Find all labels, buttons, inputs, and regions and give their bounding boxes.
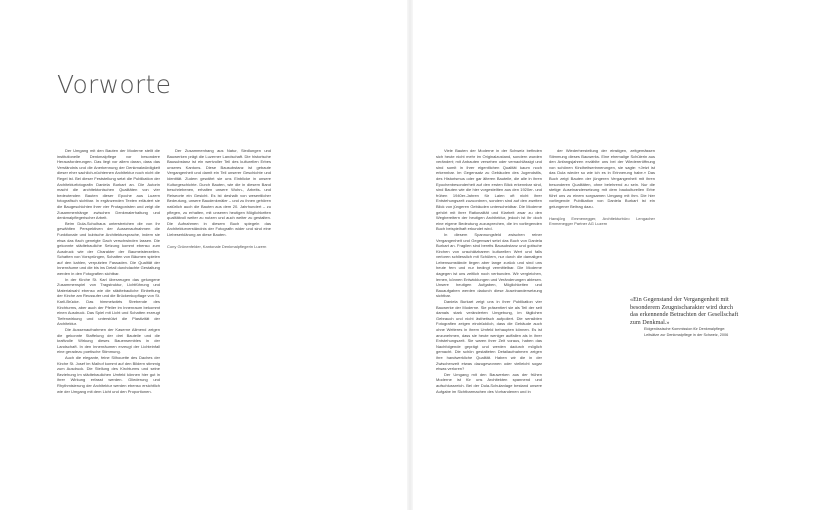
paragraph: Viele Bauten der Moderne in der Schweiz befinden sich heute nicht mehr im Originalzustand, sondern wurden verändert; mit Anbauten versehen oder vernachlässigt und sind somit in ihrer eigentlichen Qualität kaum noch erkennbar. Im Gegensatz zu Gebäuden des Jugendstils, des Historismus oder gar älteren Bauteile, die alle in ihren Epochenbesonderheit auf den ersten Blick erkennbar sind, sind Bauten wie die hier vorgestellten aus den 1920er- und frühen 1940er-Jahren für Laien oft nicht ihrer Entstehungszeit zuzuordnen, sondern sind auf den zweiten Blick von jüngeren Gebäuden unterscheidbar. Die Moderne gehört mit ihrer Rationalität und Klarheit zwar zu den Wegbereitern der heutigen Architektur, jedoch ist ihr doch eine eigene Bedeutung zuzusprechen, die im vorliegenden Buch beispielhaft erkundet wird. <box>436 148 542 232</box>
quote-source-line: Leitsätze zur Denkmalpflege in der Schweiz, 2006 <box>644 332 729 337</box>
paragraph: In der Kirche St. Karl überzeugen das gelungene Zusammenspiel von Tragstruktur, Lichtführung und Materialwahl ebenso wie die städtebauliche Einbettung der Kirche am Reussufer und die Brückenkopflage von St. Karli-Brücke. Das himmelwärts Strebende des Kirchturms, aber auch der Pfeiler im Innenraum bekommt einen Ausdruck. Das Spiel mit Licht und Schatten erzeugt Tiefenwirkung und unterstützt die Plastizität der Architektur. <box>57 276 160 327</box>
paragraph: Der Umgang mit den Bauten der Moderne stellt die institutionelle Denkmalpflege vor besondere Herausforderungen. Das liegt vor allem daran, dass das Verständnis und die Anerkennung der Denkmalwürdigkeit dieser eher sachlich-nüchternen Architektur noch nicht die Regel ist. Bei dieser Feststellung setzt die Publikation der Architekturfotografin Daniela Burkart an. Die Autorin macht die architektonischen Qualitäten von vier bedeutenden Bauten dieser Epoche aus Luzern fotografisch sichtbar. In ergänzenden Texten erläutert sie die Baugeschichten ihrer vier Protagonisten und zeigt die Zusammenhänge zwischen Denkmalerhaltung und denkmalpflegerischer Arbeit. <box>57 148 160 221</box>
author-signature: Hansjörg Emmenegger, Architekturbüro Lengacher Emmenegger Partner AG Luzern <box>549 215 655 227</box>
foreword-column-4 <box>549 148 655 227</box>
page-title: Vorworte <box>57 70 172 99</box>
book-gutter <box>407 0 413 510</box>
paragraph: In diesem Spannungsfeld zwischen reiner Vergangenheit und Gegenwart setzt das Buch von Daniela Burkart an. Fragilen sind bereits Bausubstanz und gotische Kirchen von unschätzbarem kulturellen Wert und falls verloren schliesslich mit Schülern, nur durch die damaligen Lebensumstände liegen aber lange zurück und sind uns heute fern und nur bedingt vermittelbar. Die Moderne dagegen ist uns zeitlich noch verbunden. Wir vergleichen, lernen, können Entwicklungen und Veränderungen ablesen. Unsere heutigen Aufgaben, Möglichkeiten und Bauaufgaben werden dadurch diese Auseinandersetzung sichtbar. <box>436 231 542 299</box>
foreword-column-3 <box>436 148 542 394</box>
quote-source-line: Eidgenössische Kommission für Denkmalpflege: <box>644 327 726 331</box>
paragraph: der Wiederherstellung der einstigen, zeitgemässen Stimmung dieses Bauwerks. Eine ehemalige Schülerin aus den Anfangsjahren erzählte uns bei der Wiedereröffnung von schönen Kindheitserinnerungen, sie sagte: «Jetzt ist das Dula wieder so wie ich es in Erinnerung habe.» Das Buch zeigt Bauten der jüngeren Vergangenheit mit ihren besonderen Qualitäten, ohne belehrend zu sein. Nur die stetige Auseinandersetzung mit dem baukulturellen Erbe führt uns zu einem sorgsamen Umgang mit ihm. Die hier vorliegende Publikation von Daniela Burkart ist ein gelungener Beitrag dazu. <box>549 148 655 209</box>
quote-source <box>644 327 744 338</box>
foreword-column-1 <box>57 148 160 394</box>
pull-quote: «Ein Gegenstand der Vergangenheit mit besonderem Zeugnischarakter wird durch das erkennende Betrachten der Gesellschaft zum Denkmal.» <box>630 296 739 326</box>
paragraph: Beim Dula-Schulhaus unterstreichen die von ihr gewählten Perspektiven der Aussenaufnahmen die Funktionale und kubische Architektursprache, indem sie etwa das flach geneigte Dach verschwinden lassen. Die gekonnte städtebauliche Setzung kommt ebenso zum Ausdruck wie der Charakter der Baumeisterzeilen. Schatten von Vorsprüngen, Schatten von Bäumen spielen auf den kahlen, verputzten Fassaden. Die Qualität der Innenräume und die bis ins Detail durchdachte Gestaltung werden in den Fotografien sichtbar. <box>57 220 160 277</box>
paragraph: Der Umgang mit den Bauwerken aus der frühen Moderne ist für uns Architekten spannend und aufschlussreich. Bei der Dula-Schulanlage bestand unsere Aufgabe im Sichtbarmachen des Vorhandenen und in <box>436 371 542 394</box>
author-signature: Cony Grünenfelder, Kantonale Denkmalpflegerin Luzern <box>167 243 267 249</box>
paragraph: Auch die elegante, feine Silhouette des Daches der Kirche St. Josef im Maihof kommt auf den Bildern stimmig zum Ausdruck. Die Stellung des Kirchturms und seine Beziehung im städtebaulichen Umfeld können hier gut in ihrer Wirkung erfasst werden. Gliederung und Rhythmisierung der Architektur werden ebenso ersichtlich wie der Umgang mit dem Licht und den Proportionen. <box>57 354 160 394</box>
paragraph: Daniela Burkart zeigt uns in ihrer Publikation vier Bauwerke der Moderne. Sie präsentiert sie als Teil der seit damals stark veränderten Umgebung, im täglichen Gebrauch und nicht ästhetisch aufpoliert. Die sensiblen Fotografien zeigen eindrücklich, dass die Gebäude auch ohne Weiteres in ihrem Umfeld behaupten können. Es ist anzunehmen, dass sie heute weniger auffallen als in ihrer Entstehungszeit. Sie waren ihrer Zeit voraus, haben das Nachfolgende geprägt und werden dadurch möglich gemacht. Die schön gestalteten Detailaufnahmen zeigen ihre handwerkliche Qualität. Haben wir die in der Zwischenzeit etwas dazugewonnen oder vielleicht sogar etwas verloren? <box>436 299 542 372</box>
paragraph: Der Zusammenhang aus Natur, Siedlungen und Bauwerken prägt die Luzerner Landschaft. Die historische Bausubstanz ist ein wertvoller Teil des kulturellen Erbes unseres Kantons. Diese Bausubstanz ist gebaute Vergangenheit und damit ein Teil unserer Geschichte und Identität. Zudem gewährt sie uns Einblicke in unsere Kulturgeschichte. Durch Bauten, wie die in diesem Band beschriebenen, erhalten unsere Wohn-, Arbeits- und Reiseorte ein Gesicht. Es ist deshalb von wesentlicher Bedeutung, unsere Baudenkmäler – und zu ihnen gehören natürlich auch die Bauten aus dem 20. Jahrhundert – zu pflegen, zu erhalten, mit unseren heutigen Möglichkeiten qualitätvoll weiter zu nutzen und auch weiter zu gestalten. Die Aufnahmen in diesem Buch spiegeln das Architekturverständnis der Fotografin wider und sind eine Liebeserklärung an diese Bauten. <box>167 148 271 237</box>
foreword-column-2 <box>167 148 271 249</box>
paragraph: Die Aussenaufnahmen der Kaserne Allmend zeigen die gekonnte Staffelung der drei Bauteile und die kraftvolle Wirkung dieses Bauensembles in der Landschaft. In den Innenräumen erzeugt der Lichteinfall eine geradezu poetische Stimmung. <box>57 327 160 355</box>
